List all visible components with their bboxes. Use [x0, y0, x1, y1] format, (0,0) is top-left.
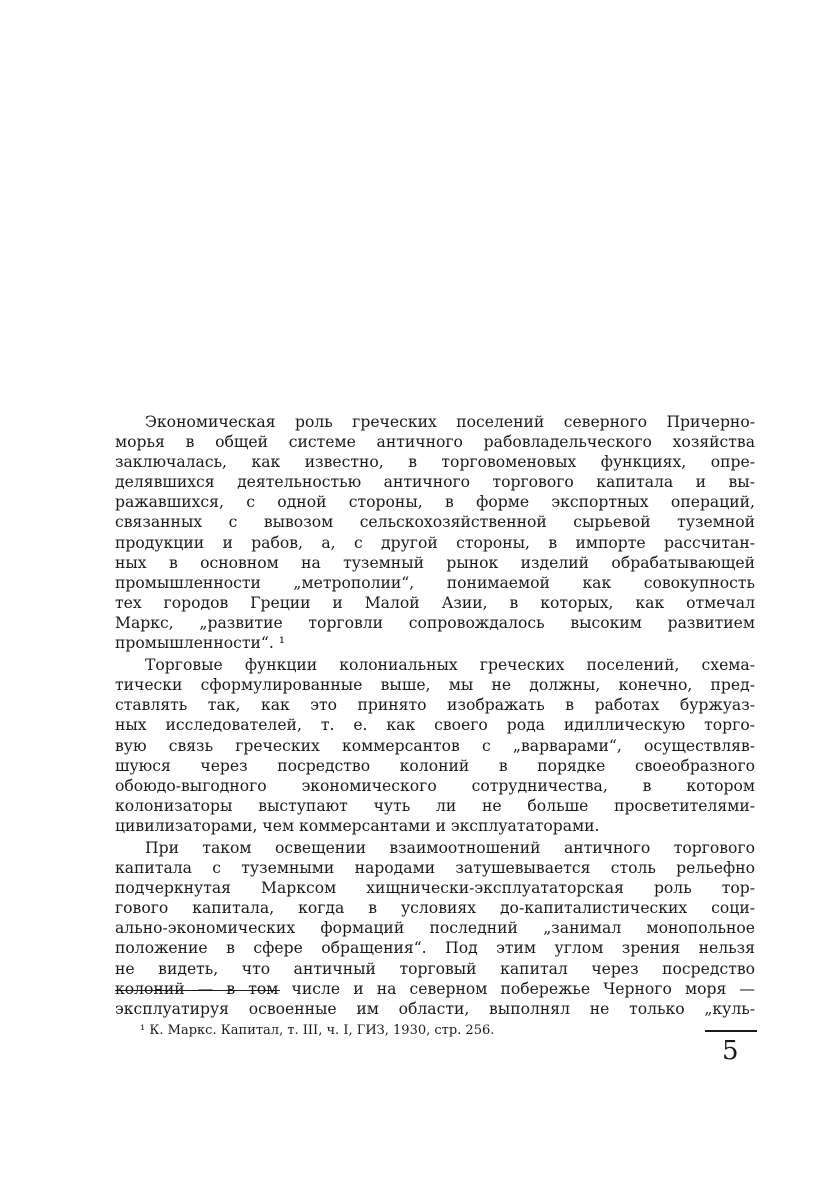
- text-line: шуюся через посредство колоний в порядке своеобразного: [115, 756, 755, 775]
- page-number-rule: [705, 1030, 757, 1032]
- footnote: ¹ К. Маркс. Капитал, т. III, ч. I, ГИЗ, 1930, стр. 256.: [140, 1023, 495, 1038]
- text-line: тех городов Греции и Малой Азии, в которых, как отмечал: [115, 593, 755, 612]
- text-line: капитала с туземными народами затушевывается столь рельефно: [115, 859, 755, 878]
- text-line: вую связь греческих коммерсантов с „варварами“, осуществляв-: [115, 736, 755, 755]
- text-line: промышленности“. ¹: [115, 634, 286, 653]
- text-line: ражавшихся, с одной стороны, в форме экспортных операций,: [115, 493, 755, 512]
- text-line: ных исследователей, т. е. как своего рода идиллическую торго-: [115, 716, 755, 735]
- paragraph-3: [115, 838, 755, 1019]
- text-line: гового капитала, когда в условиях до-капиталистических соци-: [115, 899, 755, 918]
- paragraph-2: [115, 655, 755, 836]
- paragraph-1: [115, 412, 755, 653]
- text-line: Маркс, „развитие торговли сопровождалось высоким развитием: [115, 613, 755, 632]
- text-line: тически сформулированные выше, мы не должны, конечно, пред-: [115, 676, 755, 695]
- text-line: подчеркнутая Марксом хищнически-эксплуататорская роль тор-: [115, 879, 755, 898]
- text-line: положение в сфере обращения“. Под этим углом зрения нельзя: [115, 939, 755, 958]
- text-line: морья в общей системе античного рабовладельческого хозяйства: [115, 433, 755, 452]
- text-line: Экономическая роль греческих поселений северного Причерно-: [145, 413, 755, 431]
- text-line: промышленности „метрополии“, понимаемой как совокупность: [115, 573, 755, 592]
- text-line: цивилизаторами, чем коммерсантами и эксплуататорами.: [115, 816, 600, 835]
- text-line: эксплуатируя освоенные им области, выполнял не только „куль-: [115, 999, 755, 1018]
- text-line: Торговые функции колониальных греческих поселений, схема-: [145, 656, 755, 675]
- text-line: связанных с вывозом сельскохозяйственной сырьевой туземной: [115, 513, 755, 532]
- page-number: 5: [722, 1036, 739, 1066]
- text-line: При таком освещении взаимоотношений античного торгового: [145, 838, 755, 857]
- text-line: колонизаторы выступают чуть ли не больше просветителями-: [115, 796, 755, 815]
- text-line: делявшихся деятельностью античного торгового капитала и вы-: [115, 473, 755, 492]
- text-line: заключалась, как известно, в торговоменовых функциях, опре-: [115, 453, 755, 472]
- text-line: ально-экономических формаций последний „занимал монопольное: [115, 919, 755, 938]
- text-line: продукции и рабов, а, с другой стороны, в импорте рассчитан-: [115, 533, 755, 552]
- text-line: не видеть, что античный торговый капитал через посредство: [115, 959, 755, 978]
- text-line: обоюдо-выгодного экономического сотрудничества, в котором: [115, 776, 755, 795]
- body-text: [115, 412, 755, 1019]
- text-line: ных в основном на туземный рынок изделий обрабатывающей: [115, 553, 755, 572]
- footnote-divider: [115, 990, 280, 991]
- text-line: ставлять так, как это принято изображать в работах буржуаз-: [115, 696, 755, 715]
- text-line: колоний — в том числе и на северном побережье Черного моря —: [115, 979, 755, 998]
